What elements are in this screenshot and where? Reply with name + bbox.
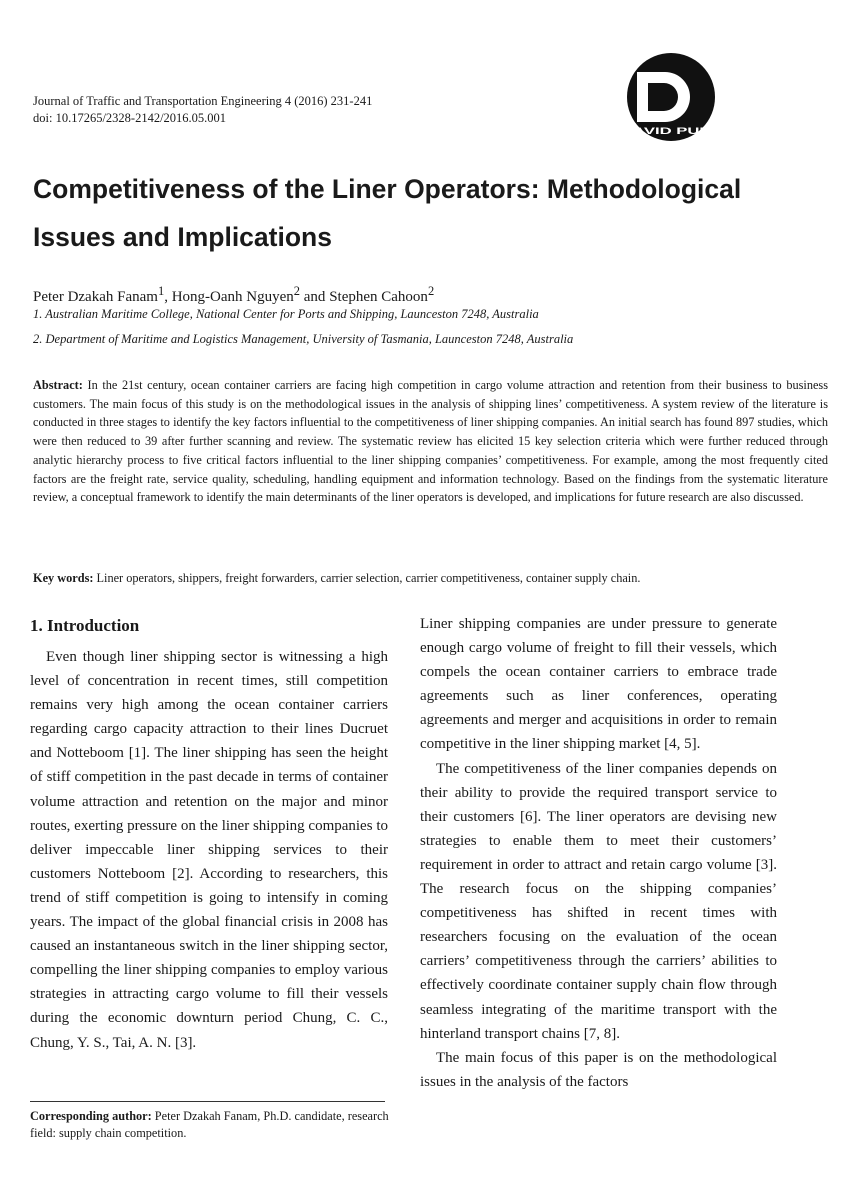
left-column [30,612,388,1055]
section-heading: 1. Introduction [30,616,140,635]
abstract-label: Abstract: [33,378,83,392]
affiliation-2: 2. Department of Maritime and Logistics Management, University of Tasmania, Launceston 7248, Australia [33,332,574,346]
author-affiliation-mark: 2 [427,284,435,298]
author-separator: , [164,289,172,305]
intro-paragraph: Even though liner shipping sector is witnessing a high level of concentration in recent times, still competition remains very high among the ocean container carriers regarding cargo capacity attraction to their lines Ducruet and Notteboom [1]. The liner shipping has seen the height of stiff competition in the past decade in terms of container volume attraction and retention on the major and minor routes, exerting pressure on the liner shipping companies to deliver impeccable liner shipping services to their customers Notteboom [2]. According to researchers, this trend of stiff competition is going to intensify in coming years. The impact of the global financial crisis in 2008 has caused an instantaneous switch in the liner shipping sector, compelling the liner shipping companies to employ various strategies in attracting cargo volume to fill their vessels during the economic downturn period Chung, C. C., Chung, Y. S., Tai, A. N. [3]. [30,649,388,1051]
author-name: Peter Dzakah Fanam [33,289,158,305]
author-affiliation-mark: 1 [157,284,165,298]
footnote-divider [30,1101,385,1102]
author-list [33,284,434,306]
logo-text: DAVID PUBLISHING [621,126,779,137]
author-name: Hong-Oanh Nguyen [171,289,294,305]
david-publishing-logo [615,52,785,152]
right-column [420,612,777,1094]
footnote-label: Corresponding author: [30,1109,152,1123]
footnote-text: Peter Dzakah Fanam, Ph.D. candidate, research field: supply chain competition. [30,1109,389,1140]
keywords [33,571,828,586]
affiliation-1: 1. Australian Maritime College, National Center for Ports and Shipping, Launceston 7248, Australia [33,307,539,321]
body-paragraph: The competitiveness of the liner companies depends on their ability to provide the required transport service to their customers [6]. The liner operators are devising new strategies to enable them to meet their customers’ requirement in order to attract and retain cargo volume [3]. The research focus on the shipping companies’ competitiveness has shifted in recent times with researchers focusing on the evaluation of the ocean carriers’ competitiveness through the carriers’ abilities to effectively coordinate container supply chain flow through seamless integrating of the maritime transport with the hinterland transport chains [7, 8]. [420,760,777,1042]
journal-citation [33,93,372,127]
abstract [33,376,828,507]
body-paragraph: Liner shipping companies are under pressure to generate enough cargo volume of freight to fill their vessels, which compels the ocean container carriers to embrace trade agreements such as liner conferences, operating agreements and merger and acquisitions in order to remain competitive in the liner shipping market [4, 5]. [420,616,777,753]
journal-line: Journal of Traffic and Transportation Engineering 4 (2016) 231-241 [33,94,373,108]
paper-title: Competitiveness of the Liner Operators: Methodological Issues and Implications [33,174,742,252]
abstract-text: In the 21st century, ocean container carriers are facing high competition in cargo volume attraction and retention from their business to business customers. The main focus of this study is on the methodological issues in the analysis of shipping lines’ competitiveness. A system review of the literature is conducted in three stages to identify the key factors influential to the competitiveness of liner shipping companies. An initial search has found 897 studies, which were then reduced to 39 after further scanning and review. The systematic review has elicited 15 key selection criteria which were further reduced through analytic hierarchy process to five critical factors influential to the liner shipping companies’ competitiveness. For example, among the most frequently cited factors are the freight rate, service quality, scheduling, handling equipment and information technology. Based on the findings from the systematic literature review, a conceptual framework to identify the main determinants of the liner operators is developed, and implications for future research are also discussed. [33,378,828,505]
body-paragraph: The main focus of this paper is on the methodological issues in the analysis of the factors [420,1049,777,1090]
doi-line: doi: 10.17265/2328-2142/2016.05.001 [33,111,227,125]
corresponding-author-footnote [30,1108,390,1142]
keywords-text: Liner operators, shippers, freight forwarders, carrier selection, carrier competitiveness, container supply chain. [93,571,641,585]
author-separator: and [300,289,330,305]
author-name: Stephen Cahoon [329,289,428,305]
author-affiliation-mark: 2 [293,284,301,298]
keywords-label: Key words: [33,571,94,585]
